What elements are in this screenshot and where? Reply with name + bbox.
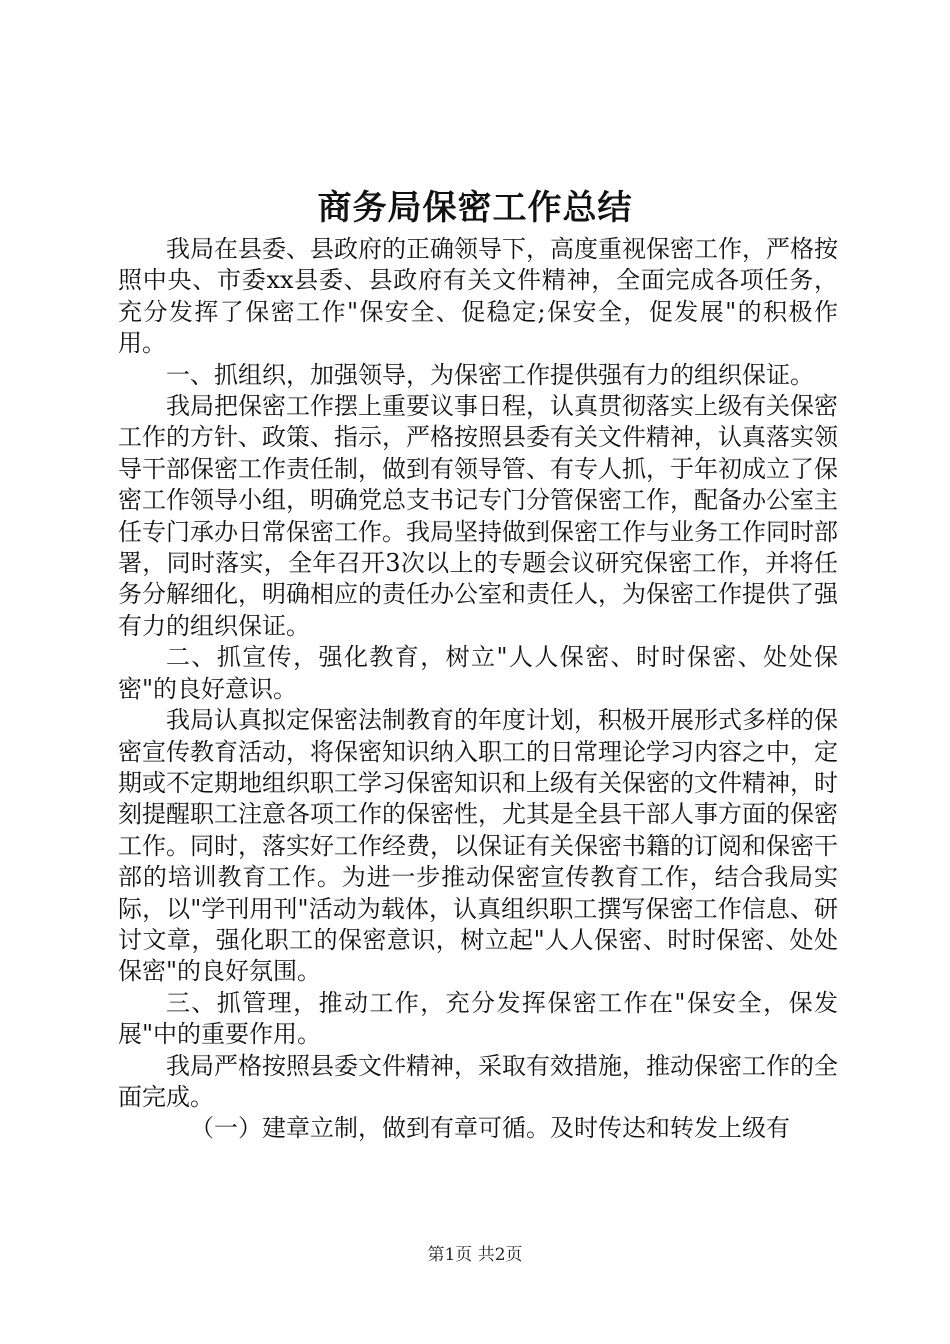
paragraph-section-1: 我局把保密工作摆上重要议事日程，认真贯彻落实上级有关保密工作的方针、政策、指示，严格按照县委有关文件精神，认真落实领导干部保密工作责任制，做到有领导管、有专人抓，于年初成立了保密工作领导小组，明确党总支书记专门分管保密工作，配备办公室主任专门承办日常保密工作。我局坚持做到保密工作与业务工作同时部署，同时落实，全年召开3次以上的专题会议研究保密工作，并将任务分解细化，明确相应的责任办公室和责任人，为保密工作提供了强有力的组织保证。 <box>118 392 838 640</box>
page-number: 第1页 共2页 <box>427 1245 523 1265</box>
subsection-heading-1: （一）建章立制，做到有章可循。及时传达和转发上级有 <box>190 1114 790 1143</box>
paragraph-section-2: 我局认真拟定保密法制教育的年度计划，积极开展形式多样的保密宣传教育活动，将保密知识纳入职工的日常理论学习内容之中，定期或不定期地组织职工学习保密知识和上级有关保密的文件精神，时刻提醒职工注意各项工作的保密性，尤其是全县干部人事方面的保密工作。同时，落实好工作经费，以保证有关保密书籍的订阅和保密干部的培训教育工作。为进一步推动保密宣传教育工作，结合我局实际，以"学刊用刊"活动为载体，认真组织职工撰写保密工作信息、研讨文章，强化职工的保密意识，树立起"人人保密、时时保密、处处保密"的良好氛围。 <box>118 706 838 986</box>
page-footer <box>0 1243 950 1267</box>
document-body <box>118 234 838 1145</box>
document-title: 商务局保密工作总结 <box>317 188 633 228</box>
section-heading-3: 三、抓管理，推动工作，充分发挥保密工作在"保安全，保发展"中的重要作用。 <box>118 988 838 1049</box>
paragraph-intro: 我局在县委、县政府的正确领导下，高度重视保密工作，严格按照中央、市委xx县委、县政府有关文件精神，全面完成各项任务，充分发挥了保密工作"保安全、促稳定;保安全，促发展"的积极作用。 <box>118 235 838 358</box>
section-heading-1: 一、抓组织，加强领导，为保密工作提供强有力的组织保证。 <box>166 360 814 389</box>
section-heading-2: 二、抓宣传，强化教育，树立"人人保密、时时保密、处处保密"的良好意识。 <box>118 643 838 703</box>
paragraph-section-3: 我局严格按照县委文件精神，采取有效措施，推动保密工作的全面完成。 <box>118 1051 838 1111</box>
